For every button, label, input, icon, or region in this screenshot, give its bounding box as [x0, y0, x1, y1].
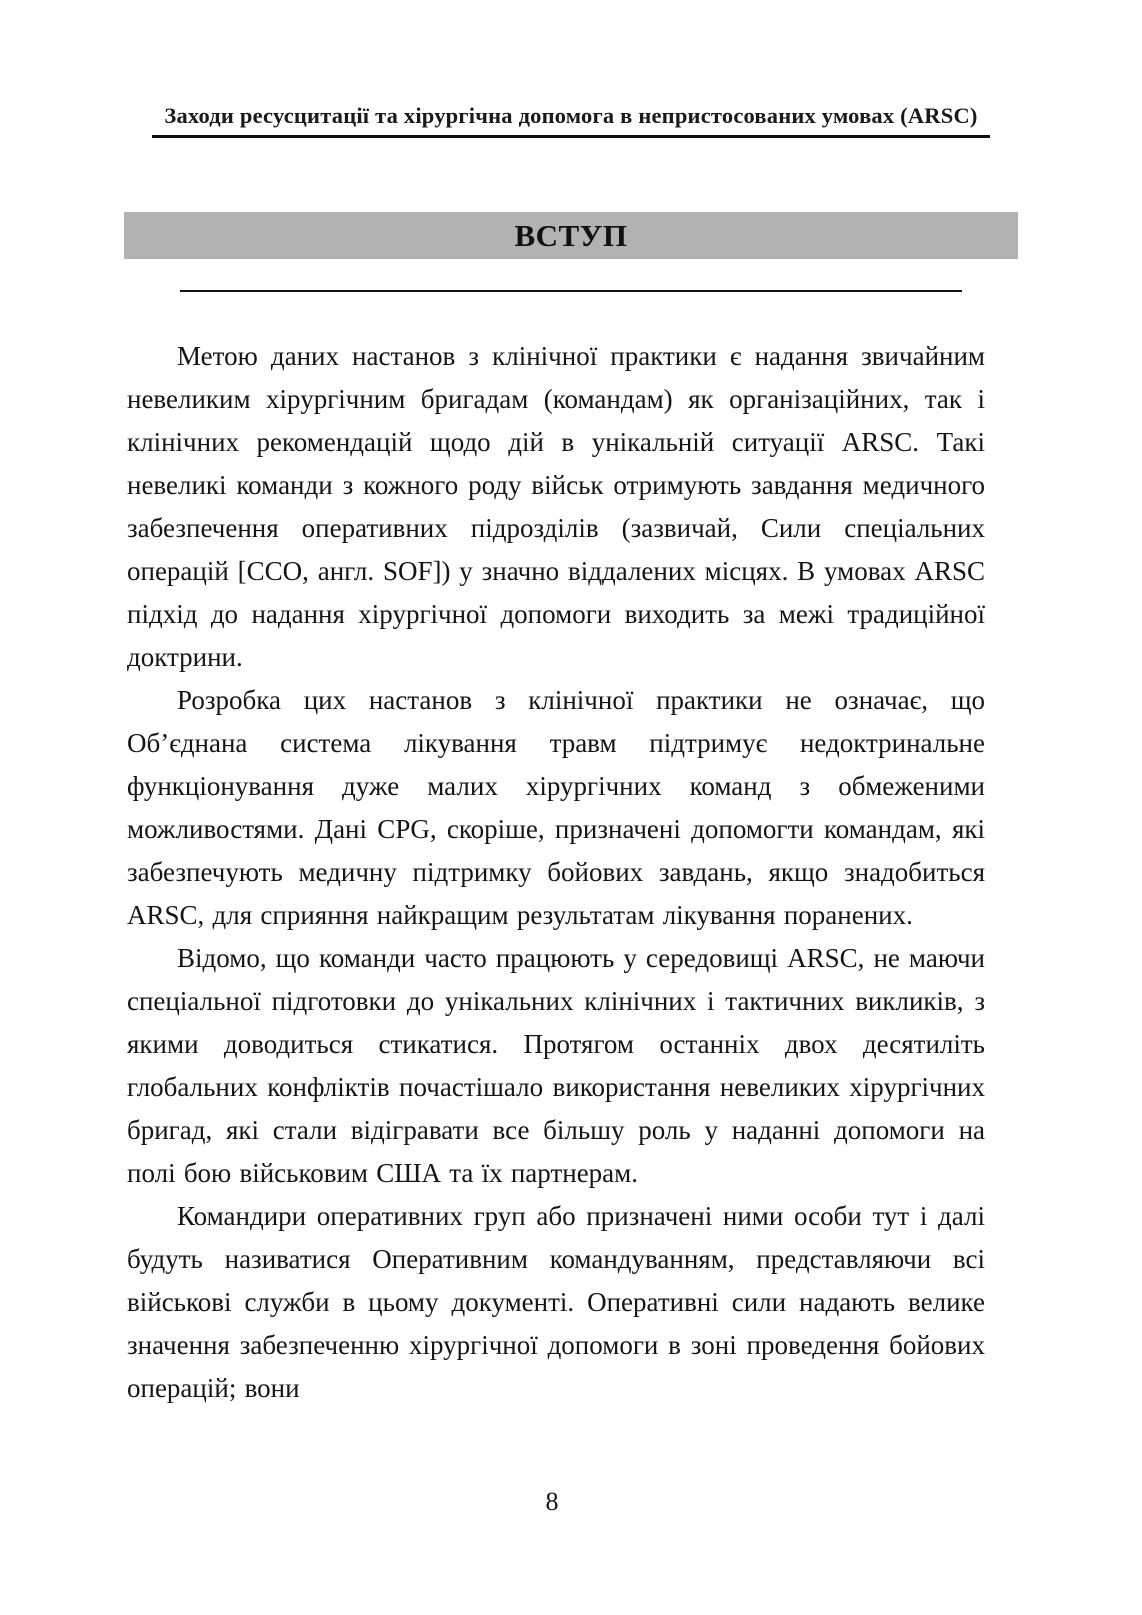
body-text — [127, 335, 985, 1410]
paragraph: Командири оперативних груп або призначені ними особи тут і далі будуть називатися Оперативним командуванням, представляючи всі військові служби в цьому документі. Оперативні сили надають велике значення забезпеченню хірургічної допомоги в зоні проведення бойових операцій; вони — [127, 1201, 985, 1403]
section-title: ВСТУП — [514, 217, 628, 253]
paragraph: Відомо, що команди часто працюють у середовищі ARSC, не маючи спеціальної підготовки до унікальних клінічних і тактичних викликів, з якими доводиться стикатися. Протягом останніх двох десятиліть глобальних конфліктів почастішало використання невеликих хірургічних бригад, які стали відігравати все більшу роль у наданні допомоги на полі бою військовим США та їх партнерам. — [127, 943, 985, 1188]
page-number: 8 — [545, 1487, 559, 1516]
title-rule — [180, 290, 962, 292]
paragraph: Метою даних настанов з клінічної практики є надання звичайним невеликим хірургічним бригадам (командам) як організаційних, так і клінічних рекомендацій щодо дій в унікальній ситуації ARSC. Такі невеликі команди з кожного роду військ отримують завдання медичного забезпечення оперативних підрозділів (зазвичай, Сили спеціальних операцій [ССО, англ. SOF]) у значно віддалених місцях. В умовах ARSC підхід до надання хірургічної допомоги виходить за межі традиційної доктрини. — [127, 341, 985, 672]
section-title-banner — [124, 212, 1018, 259]
running-header: Заходи ресусцитації та хірургічна допомога в непристосованих умовах (ARSC) — [152, 0, 990, 138]
paragraph: Розробка цих настанов з клінічної практики не означає, що Об’єднана система лікування травм підтримує недоктринальне функціонування дуже малих хірургічних команд з обмеженими можливостями. Дані CPG, скоріше, призначені допомогти командам, які забезпечують медичну підтримку бойових завдань, якщо знадобиться ARSC, для сприяння найкращим результатам лікування поранених. — [127, 685, 985, 930]
